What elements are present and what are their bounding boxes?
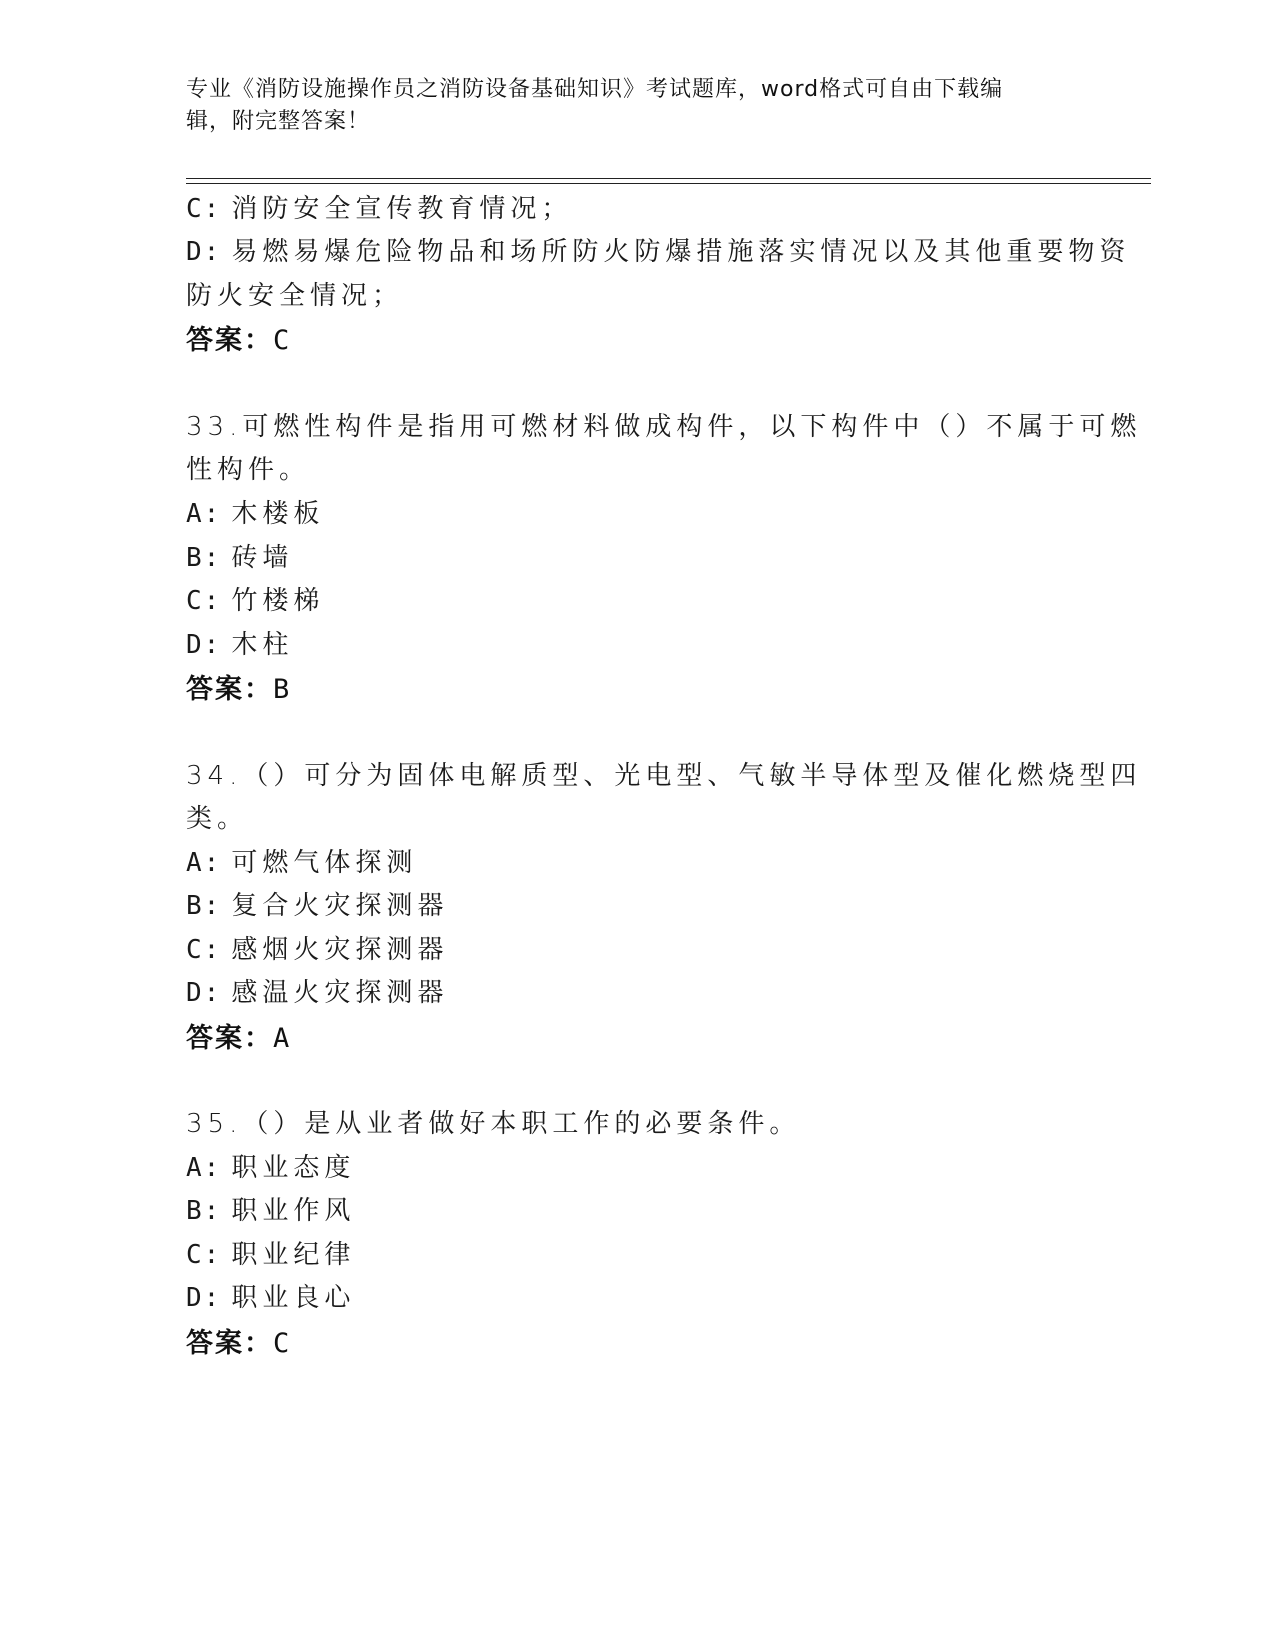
q32-answer [186, 318, 291, 357]
option-key: C: [186, 935, 222, 965]
answer-value: B [273, 674, 292, 705]
option-key: A: [186, 1153, 222, 1183]
q34-option-a [186, 842, 417, 879]
header-title-line-1: 专业《消防设施操作员之消防设备基础知识》考试题库，word格式可自由下载编 [186, 77, 1004, 102]
option-text: 可燃气体探测 [231, 848, 418, 878]
q35-option-b [186, 1190, 355, 1227]
q35-option-d [186, 1277, 355, 1314]
option-text: 感烟火灾探测器 [231, 935, 449, 965]
answer-value: C [273, 1328, 292, 1359]
option-key: B: [186, 1196, 222, 1226]
q32-option-d-continued: 防火安全情况； [186, 281, 404, 311]
option-text: 易燃易爆危险物品和场所防火防爆措施落实情况以及其他重要物资 [231, 237, 1131, 267]
q35-stem: 35.（）是从业者做好本职工作的必要条件。 [186, 1109, 801, 1139]
answer-value: C [273, 325, 292, 356]
option-text: 职业态度 [231, 1153, 356, 1183]
option-text: 职业良心 [231, 1283, 356, 1313]
q32-option-c [186, 188, 572, 225]
q34-stem: 34.（）可分为固体电解质型、光电型、气敏半导体型及催化燃烧型四 [186, 761, 1142, 791]
option-text: 木柱 [231, 630, 294, 660]
q33-answer [186, 667, 291, 706]
header-divider-top [186, 178, 1151, 179]
option-text: 竹楼梯 [231, 586, 325, 616]
option-key: A: [186, 499, 222, 529]
q34-answer [186, 1016, 291, 1055]
q33-option-c [186, 580, 324, 617]
option-key: D: [186, 237, 222, 267]
answer-label: 答案： [186, 1023, 273, 1054]
q32-option-d [186, 231, 1130, 268]
option-key: D: [186, 630, 222, 660]
q35-answer [186, 1321, 291, 1360]
option-text: 木楼板 [231, 499, 325, 529]
answer-label: 答案： [186, 1328, 273, 1359]
option-key: B: [186, 891, 222, 921]
q34-option-b [186, 885, 448, 922]
q33-option-d [186, 624, 293, 661]
q33-stem: 33.可燃性构件是指用可燃材料做成构件，以下构件中（）不属于可燃 [186, 412, 1142, 442]
q33-option-b [186, 537, 293, 574]
q34-stem-continued: 类。 [186, 804, 249, 834]
header-title-line-2: 辑，附完整答案！ [186, 109, 371, 134]
option-key: C: [186, 194, 222, 224]
option-key: C: [186, 1240, 222, 1270]
option-key: A: [186, 848, 222, 878]
header-divider-bottom [186, 183, 1151, 184]
q33-stem-continued: 性构件。 [186, 455, 311, 485]
option-key: C: [186, 586, 222, 616]
option-key: B: [186, 543, 222, 573]
option-text: 消防安全宣传教育情况； [231, 194, 573, 224]
option-text: 职业纪律 [231, 1240, 356, 1270]
option-text: 感温火灾探测器 [231, 978, 449, 1008]
option-key: D: [186, 978, 222, 1008]
option-text: 砖墙 [231, 543, 294, 573]
q35-option-c [186, 1234, 355, 1271]
answer-label: 答案： [186, 325, 273, 356]
answer-label: 答案： [186, 674, 273, 705]
q33-option-a [186, 493, 324, 530]
q34-option-d [186, 972, 448, 1009]
option-text: 复合火灾探测器 [231, 891, 449, 921]
document-header [186, 74, 1086, 138]
option-key: D: [186, 1283, 222, 1313]
q35-option-a [186, 1147, 355, 1184]
answer-value: A [273, 1023, 292, 1054]
option-text: 职业作风 [231, 1196, 356, 1226]
q34-option-c [186, 929, 448, 966]
